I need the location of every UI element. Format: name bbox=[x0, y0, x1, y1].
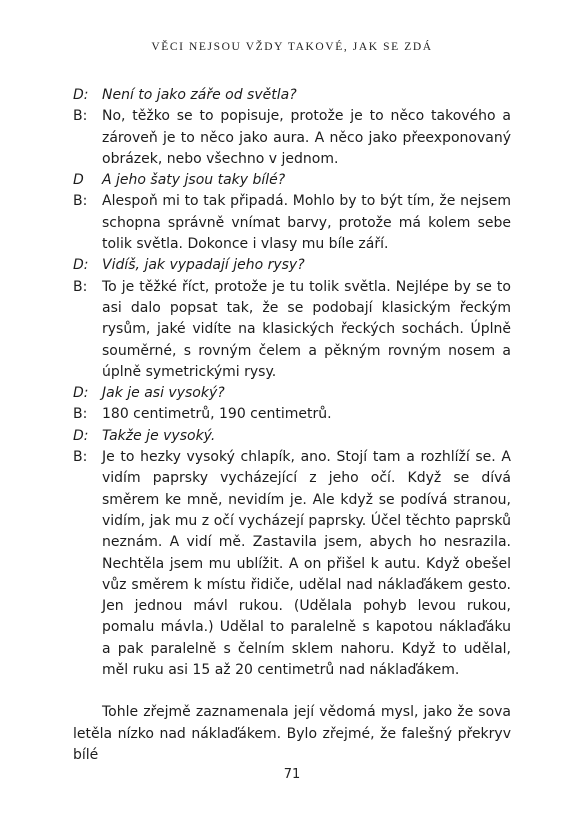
answer-text: No, těžko se to popisuje, protože je to něco takového a zároveň je to něco jako aura. A něco jako přeexponovaný obrázek, nebo všechno v jednom. bbox=[102, 108, 511, 167]
answer-text: 180 centimetrů, 190 centimetrů. bbox=[102, 406, 332, 423]
dialogue-entry bbox=[73, 426, 511, 447]
body-paragraph: Tohle zřejmě zaznamenala její vědomá mysl, jako že sova letěla nízko nad náklaďákem. Bylo zřejmé, že falešný překryv bílé bbox=[73, 704, 511, 763]
dialogue-entry bbox=[73, 255, 511, 276]
dialogue-entry bbox=[73, 170, 511, 191]
page-number: 71 bbox=[283, 767, 301, 782]
speaker-label: D: bbox=[73, 385, 89, 402]
answer-text: To je těžké říct, protože je tu tolik světla. Nejlépe by se to asi dalo popsat tak, že se podobají klasickým řeckým rysům, jaké vidíte na klasických řeckých sochách. Úplně souměrné, s rovným čelem a pěkným rovným nosem a úplně symetrickými rysy. bbox=[102, 278, 511, 380]
dialogue-entry bbox=[73, 404, 511, 425]
question-text: Jak je asi vysoký? bbox=[102, 385, 225, 402]
speaker-label: B: bbox=[73, 193, 88, 210]
dialogue-entry bbox=[73, 106, 511, 170]
speaker-label: D bbox=[73, 172, 84, 189]
running-header: VĚCI NEJSOU VŽDY TAKOVÉ, JAK SE ZDÁ bbox=[151, 41, 433, 53]
answer-text: Alespoň mi to tak připadá. Mohlo by to být tím, že nejsem schopna správně vnímat barvy, protože má kolem sebe tolik světla. Dokonce i vlasy mu bíle září. bbox=[102, 193, 511, 253]
dialogue-entry bbox=[73, 85, 511, 106]
speaker-label: B: bbox=[73, 406, 88, 423]
dialogue-entry bbox=[73, 191, 511, 255]
question-text: A jeho šaty jsou taky bílé? bbox=[102, 172, 286, 189]
speaker-label: B: bbox=[73, 449, 88, 466]
speaker-label: B: bbox=[73, 108, 88, 125]
question-text: Vidíš, jak vypadají jeho rysy? bbox=[102, 257, 305, 274]
question-text: Není to jako záře od světla? bbox=[102, 87, 297, 103]
page-body bbox=[73, 85, 511, 780]
speaker-label: B: bbox=[73, 278, 88, 295]
question-text: Takže je vysoký. bbox=[102, 427, 216, 444]
dialogue-entry bbox=[73, 277, 511, 383]
speaker-label: D: bbox=[73, 87, 89, 103]
answer-text: Je to hezky vysoký chlapík, ano. Stojí tam a rozhlíží se. A vidím paprsky vycházející z jeho očí. Když se dívá směrem ke mně, nevidím je. Ale když se podívá stranou, vidím, jak mu z očí vycházejí paprsky. Účel těchto paprsků neznám. A vidí mě. Zastavila jsem, abych ho nesrazila. Nechtěla jsem mu ublížit. A on přišel k autu. Když obešel vůz směrem k místu řidiče, udělal nad náklaďákem gesto. Jen jednou mávl rukou. (Udělala pohyb levou rukou, pomalu mávla.) Udělal to paralelně s kapotou náklaďáku a pak paralelně s čelním sklem nahoru. Když to udělal, měl ruku asi 15 až 20 centimetrů nad náklaďákem. bbox=[102, 449, 511, 679]
speaker-label: D: bbox=[73, 257, 89, 274]
dialogue-entry bbox=[73, 383, 511, 404]
speaker-label: D: bbox=[73, 427, 89, 444]
dialogue bbox=[73, 85, 511, 681]
dialogue-entry bbox=[73, 447, 511, 681]
